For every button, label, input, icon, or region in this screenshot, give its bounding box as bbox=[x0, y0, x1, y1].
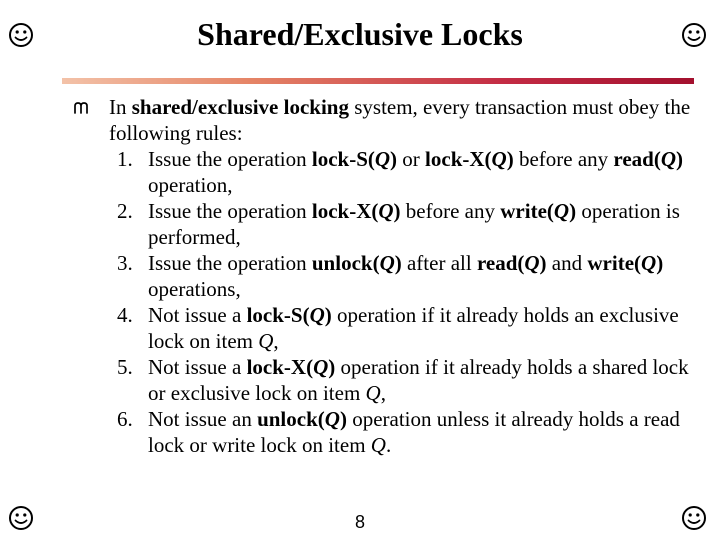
rule-text-segment: , bbox=[380, 381, 386, 405]
rule-text-segment: Not issue a bbox=[148, 355, 247, 379]
rule-text-segment: Issue the operation bbox=[148, 199, 312, 223]
rule-text-segment: lock-X( bbox=[311, 199, 379, 223]
page-number: 8 bbox=[354, 512, 365, 532]
rule-text-segment: lock-X( bbox=[425, 147, 492, 171]
rule-text-segment: . bbox=[385, 433, 392, 457]
rule-text-segment: ) bbox=[393, 199, 401, 223]
rule-text-segment: read( bbox=[476, 251, 525, 275]
rule-item bbox=[109, 406, 699, 458]
rule-text-segment: Issue the operation bbox=[148, 147, 312, 171]
rule-text-segment: before any bbox=[513, 147, 614, 171]
slide-body bbox=[109, 94, 699, 458]
rule-item bbox=[109, 302, 699, 354]
rule-text-segment: operation unless it already holds a read lock or write lock on item bbox=[148, 407, 680, 457]
rule-text-segment: Q bbox=[379, 251, 395, 275]
rule-text-segment: Q bbox=[309, 303, 325, 327]
rule-number: 6. bbox=[117, 407, 133, 431]
rule-text-segment: and bbox=[546, 251, 588, 275]
rule-text-segment: Q bbox=[374, 147, 391, 171]
rule-text-segment: ) bbox=[569, 199, 577, 223]
rule-text-segment: unlock( bbox=[257, 407, 325, 431]
rule-text-segment: ) bbox=[339, 407, 347, 431]
rule-text-segment: Q bbox=[641, 251, 657, 275]
rule-item bbox=[109, 250, 699, 302]
rule-text-segment: ) bbox=[328, 355, 336, 379]
rule-text-segment: Q bbox=[378, 199, 394, 223]
rule-text-segment: ) bbox=[394, 251, 402, 275]
rule-text-segment: Q bbox=[370, 433, 386, 457]
rule-text-segment: read( bbox=[613, 147, 661, 171]
rule-text-segment: Q bbox=[258, 329, 274, 353]
rule-text-segment: lock-S( bbox=[246, 303, 310, 327]
rule-text-segment: ) bbox=[506, 147, 514, 171]
rule-number: 2. bbox=[117, 199, 133, 223]
rule-text-segment: ) bbox=[539, 251, 547, 275]
rule-text-segment: Q bbox=[660, 147, 677, 171]
rule-text-segment: Q bbox=[553, 199, 570, 223]
rule-text-segment: Q bbox=[324, 407, 340, 431]
rule-text-segment: Not issue a bbox=[148, 303, 247, 327]
rule-item bbox=[109, 354, 699, 406]
rule-text-segment: write( bbox=[587, 251, 642, 275]
rule-text-segment: lock-S( bbox=[311, 147, 375, 171]
rule-number: 4. bbox=[117, 303, 133, 327]
title-underline bbox=[62, 78, 694, 84]
rule-text-segment: ) bbox=[676, 147, 684, 171]
rule-number: 3. bbox=[117, 251, 133, 275]
rule-text-segment: write( bbox=[500, 199, 554, 223]
rule-number: 5. bbox=[117, 355, 133, 379]
intro-term: shared/exclusive locking bbox=[131, 95, 349, 119]
rule-text-segment: , bbox=[273, 329, 279, 353]
rule-text-segment: Q bbox=[491, 147, 507, 171]
rule-text-segment: operation if it already holds a shared lock or exclusive lock on item bbox=[148, 355, 689, 405]
rule-text-segment: Issue the operation bbox=[148, 251, 312, 275]
rule-text-segment: operations, bbox=[148, 277, 241, 301]
rule-number: 1. bbox=[117, 147, 133, 171]
intro-paragraph bbox=[109, 94, 699, 146]
rule-text-segment: or bbox=[397, 147, 426, 171]
rule-text-segment: operation, bbox=[148, 173, 233, 197]
rule-text-segment: after all bbox=[401, 251, 477, 275]
rules-list bbox=[109, 146, 699, 458]
rule-text-segment: Q bbox=[313, 355, 329, 379]
rule-text-segment: ) bbox=[324, 303, 332, 327]
smiley-face-icon bbox=[8, 505, 34, 531]
rule-text-segment: lock-X( bbox=[246, 355, 314, 379]
intro-post: system, every transaction must obey the following rules: bbox=[109, 95, 691, 145]
slide-title: Shared/Exclusive Locks bbox=[197, 16, 523, 52]
rule-item bbox=[109, 146, 699, 198]
rule-text-segment: before any bbox=[400, 199, 501, 223]
rule-item bbox=[109, 198, 699, 250]
rule-text-segment: ) bbox=[390, 147, 398, 171]
rule-text-segment: Q bbox=[365, 381, 381, 405]
intro-pre: In bbox=[109, 95, 132, 119]
rule-text-segment: ) bbox=[656, 251, 664, 275]
rule-text-segment: Not issue an bbox=[148, 407, 258, 431]
m-bullet-icon bbox=[72, 98, 90, 116]
rule-text-segment: unlock( bbox=[311, 251, 380, 275]
rule-text-segment: operation if it already holds an exclusive lock on item bbox=[148, 303, 679, 353]
rule-text-segment: operation is performed, bbox=[148, 199, 680, 249]
smiley-face-icon bbox=[681, 505, 707, 531]
rule-text-segment: Q bbox=[524, 251, 540, 275]
